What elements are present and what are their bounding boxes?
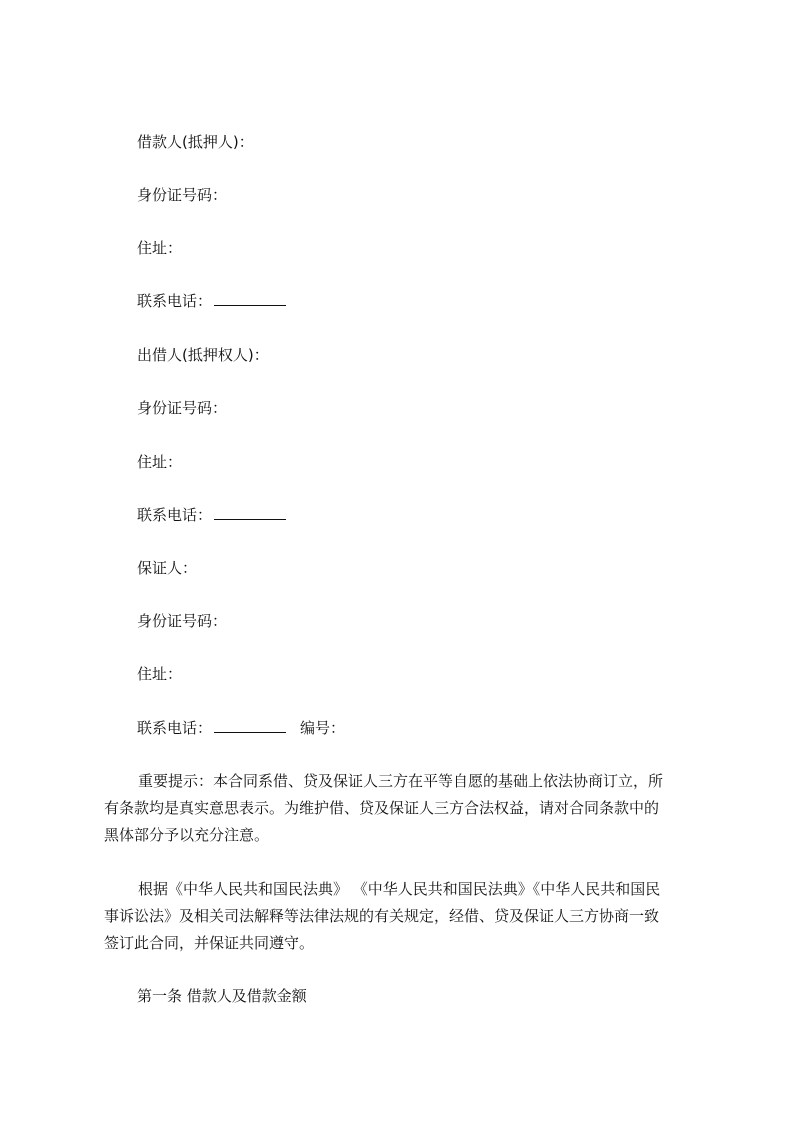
borrower-phone-line — [137, 291, 286, 311]
guarantor-id-label: 身份证号码： — [137, 612, 228, 630]
lender-address-label: 住址： — [137, 453, 183, 471]
guarantor-phone-line — [137, 718, 345, 738]
guarantor-title: 保证人： — [137, 559, 198, 577]
basis-line-3: 签订此合同，并保证共同遵守。 — [104, 934, 315, 952]
important-notice — [104, 768, 700, 849]
lender-phone-line — [137, 505, 286, 525]
borrower-id-label: 身份证号码： — [137, 186, 228, 204]
basis-line-2: 事诉讼法》及相关司法解释等法律法规的有关规定，经借、贷及保证人三方协商一致 — [104, 907, 660, 925]
notice-line-1: 重要提示：本合同系借、贷及保证人三方在平等自愿的基础上依法协商订立，所 — [138, 772, 664, 790]
lender-phone-label: 联系电话： — [137, 506, 213, 524]
borrower-address-label: 住址： — [137, 239, 183, 257]
notice-line-2: 有条款均是真实意思表示。为维护借、贷及保证人三方合法权益，请对合同条款中的 — [104, 799, 660, 817]
lender-phone-blank[interactable] — [214, 505, 286, 520]
contract-number-label: 编号： — [300, 719, 346, 737]
lender-title: 出借人(抵押权人)： — [137, 346, 269, 364]
borrower-title: 借款人(抵押人)： — [137, 133, 254, 151]
guarantor-phone-blank[interactable] — [214, 718, 286, 733]
borrower-phone-label: 联系电话： — [137, 292, 213, 310]
borrower-phone-blank[interactable] — [214, 291, 286, 306]
guarantor-address-label: 住址： — [137, 665, 183, 683]
notice-line-3: 黑体部分予以充分注意。 — [104, 826, 270, 844]
lender-id-label: 身份证号码： — [137, 399, 228, 417]
article-1-title: 第一条 借款人及借款金额 — [137, 987, 307, 1005]
basis-line-1: 根据《中华人民共和国民法典》 《中华人民共和国民法典》《中华人民共和国民 — [138, 880, 661, 898]
guarantor-phone-label: 联系电话： — [137, 719, 213, 737]
legal-basis — [104, 876, 700, 957]
